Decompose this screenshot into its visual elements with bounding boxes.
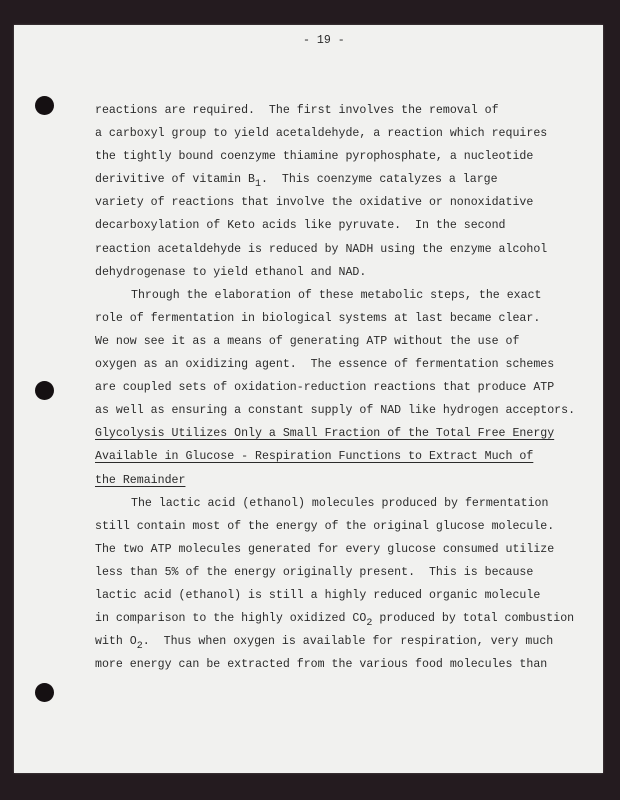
binder-hole xyxy=(35,96,54,115)
subscript: 1 xyxy=(255,179,262,191)
text-segment: lactic acid (ethanol) is still a highly reduced organic molecule xyxy=(95,588,541,602)
text-segment: . This coenzyme catalyzes a large xyxy=(261,173,498,187)
text-line xyxy=(95,168,575,191)
text-segment: produced by total combustion xyxy=(372,612,575,626)
text-segment: reaction acetaldehyde is reduced by NADH using the enzyme alcohol xyxy=(95,242,548,256)
text-segment: as well as ensuring a constant supply of NAD like hydrogen acceptors. xyxy=(95,404,576,418)
page-number: - 19 - xyxy=(303,34,345,47)
text-segment: decarboxylation of Keto acids like pyruvate. In the second xyxy=(95,219,506,233)
text-line xyxy=(95,307,575,330)
text-segment: still contain most of the energy of the original glucose molecule. xyxy=(95,519,555,533)
binder-hole xyxy=(35,381,54,400)
text-segment: . Thus when oxygen is available for respiration, very much xyxy=(142,635,554,649)
text-segment: oxygen as an oxidizing agent. The essence of fermentation schemes xyxy=(95,358,555,372)
text-line xyxy=(95,284,575,307)
text-line xyxy=(95,191,575,214)
text-segment: Glycolysis Utilizes Only a Small Fraction of the Total Free Energy xyxy=(95,427,555,441)
text-segment: more energy can be extracted from the various food molecules than xyxy=(95,658,548,672)
text-line xyxy=(95,353,575,376)
document-body xyxy=(95,99,575,676)
section-heading-line xyxy=(95,469,575,492)
text-line xyxy=(95,376,575,399)
text-line xyxy=(95,399,575,422)
text-segment: reactions are required. The first involves the removal of xyxy=(95,104,499,117)
text-segment: Through the elaboration of these metabolic steps, the exact xyxy=(131,288,542,302)
text-segment: with O xyxy=(95,635,137,649)
text-line xyxy=(95,515,575,538)
text-segment: a carboxyl group to yield acetaldehyde, a reaction which requires xyxy=(95,127,548,141)
text-segment: The lactic acid (ethanol) molecules produced by fermentation xyxy=(131,496,549,510)
subscript: 2 xyxy=(136,641,143,653)
binder-hole xyxy=(35,683,54,702)
text-line xyxy=(95,330,575,353)
text-segment: role of fermentation in biological systems at last became clear. xyxy=(95,311,541,325)
text-segment: are coupled sets of oxidation-reduction reactions that produce ATP xyxy=(95,381,555,395)
text-segment: derivitive of vitamin B xyxy=(95,173,256,187)
text-line xyxy=(95,538,575,561)
text-line xyxy=(95,214,575,237)
text-line xyxy=(95,145,575,168)
text-segment: The two ATP molecules generated for every glucose consumed utilize xyxy=(95,542,555,556)
text-line xyxy=(95,99,575,122)
text-line xyxy=(95,122,575,145)
text-segment: the Remainder xyxy=(95,473,186,487)
text-line xyxy=(95,561,575,584)
text-line xyxy=(95,630,575,653)
section-heading-line xyxy=(95,422,575,445)
text-segment: We now see it as a means of generating ATP without the use of xyxy=(95,334,520,348)
text-line xyxy=(95,492,575,515)
text-line xyxy=(95,238,575,261)
text-line xyxy=(95,261,575,284)
text-segment: the tightly bound coenzyme thiamine pyrophosphate, a nucleotide xyxy=(95,150,534,164)
text-segment: variety of reactions that involve the oxidative or nonoxidative xyxy=(95,196,534,210)
section-heading-line xyxy=(95,445,575,468)
text-segment: Available in Glucose - Respiration Functions to Extract Much of xyxy=(95,450,534,464)
text-segment: dehydrogenase to yield ethanol and NAD. xyxy=(95,265,367,279)
text-segment: less than 5% of the energy originally present. This is because xyxy=(95,565,534,579)
text-line xyxy=(95,607,575,630)
subscript: 2 xyxy=(366,618,373,630)
text-line xyxy=(95,584,575,607)
text-segment: in comparison to the highly oxidized CO xyxy=(95,612,367,626)
text-line xyxy=(95,653,575,676)
